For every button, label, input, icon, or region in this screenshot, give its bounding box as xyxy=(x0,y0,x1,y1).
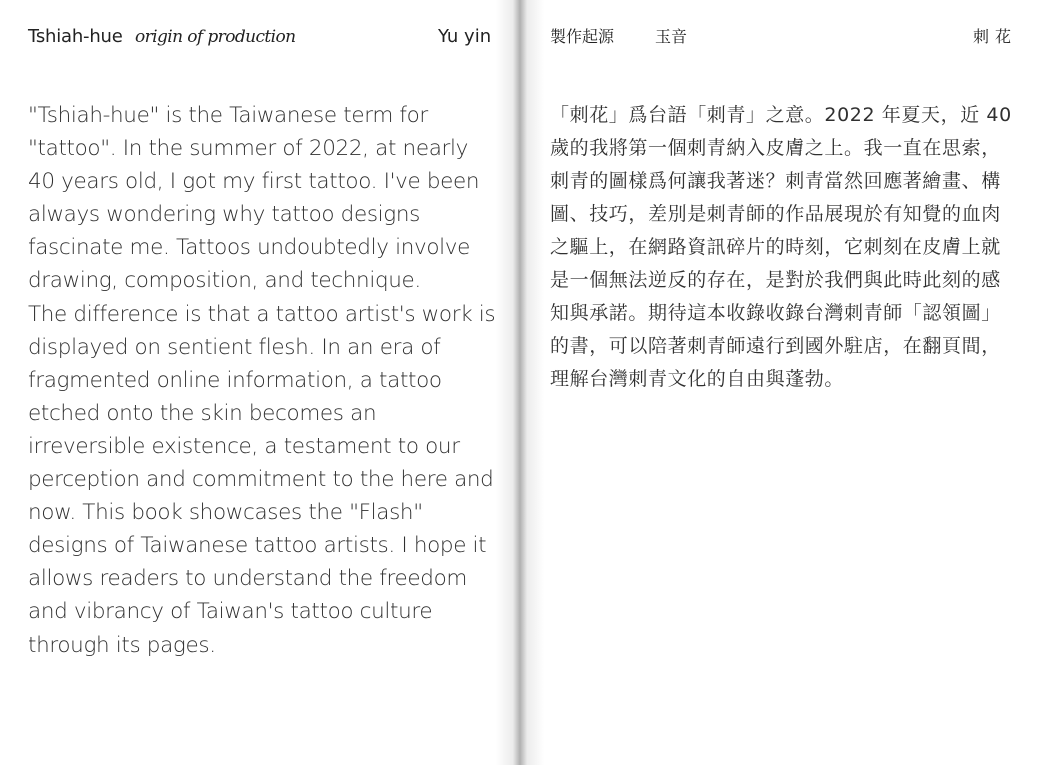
running-head-title: Tshiah-hue xyxy=(28,26,123,47)
english-paragraph-2: The difference is that a tattoo artist's work is displayed on sentient flesh. In an era of fragmented online information, a tattoo etched onto the skin becomes an irreversible existence, a testament to our perception and commitment to the here and now. This book showcases the "Flash" designs of Taiwanese tattoo artists. I hope it allows readers to understand the freedom and vibrancy of Taiwan's tattoo culture through its pages. xyxy=(28,301,496,658)
chinese-body-text xyxy=(550,99,1020,396)
running-head-title-zh: 刺花 xyxy=(973,27,1018,46)
running-head-subtitle: origin of production xyxy=(135,27,296,47)
left-page xyxy=(0,0,516,765)
chinese-paragraph: 「刺花」爲台語「刺青」之意。2022 年夏天，近 40 歲的我將第一個刺青納入皮膚之上。我一直在思索，刺青的圖樣爲何讓我著迷？刺青當然回應著繪畫、構圖、技巧，差別是刺青師的作品展現於有知覺的血肉之驅上，在網路資訊碎片的時刻，它刺刻在皮膚上就是一個無法逆反的存在，是對於我們與此時此刻的感知與承諾。期待這本收錄收錄台灣刺青師「認領圖」的書，可以陪著刺青師遠行到國外駐店，在翻頁間，理解台灣刺青文化的自由與蓬勃。 xyxy=(550,104,1012,390)
running-head-section: 製作起源 xyxy=(550,27,615,46)
book-spine-gutter xyxy=(496,0,544,765)
english-body-text xyxy=(28,99,498,662)
right-page xyxy=(528,0,1043,765)
running-head-author-zh: 玉音 xyxy=(655,27,688,46)
english-paragraph-1: "Tshiah-hue" is the Taiwanese term for "tattoo". In the summer of 2022, at nearly 40 years old, I got my first tattoo. I've been always wondering why tattoo designs fascinate me. Tattoos undoubtedly involve drawing, composition, and technique. xyxy=(28,103,480,294)
running-head-author: Yu yin xyxy=(438,26,492,47)
